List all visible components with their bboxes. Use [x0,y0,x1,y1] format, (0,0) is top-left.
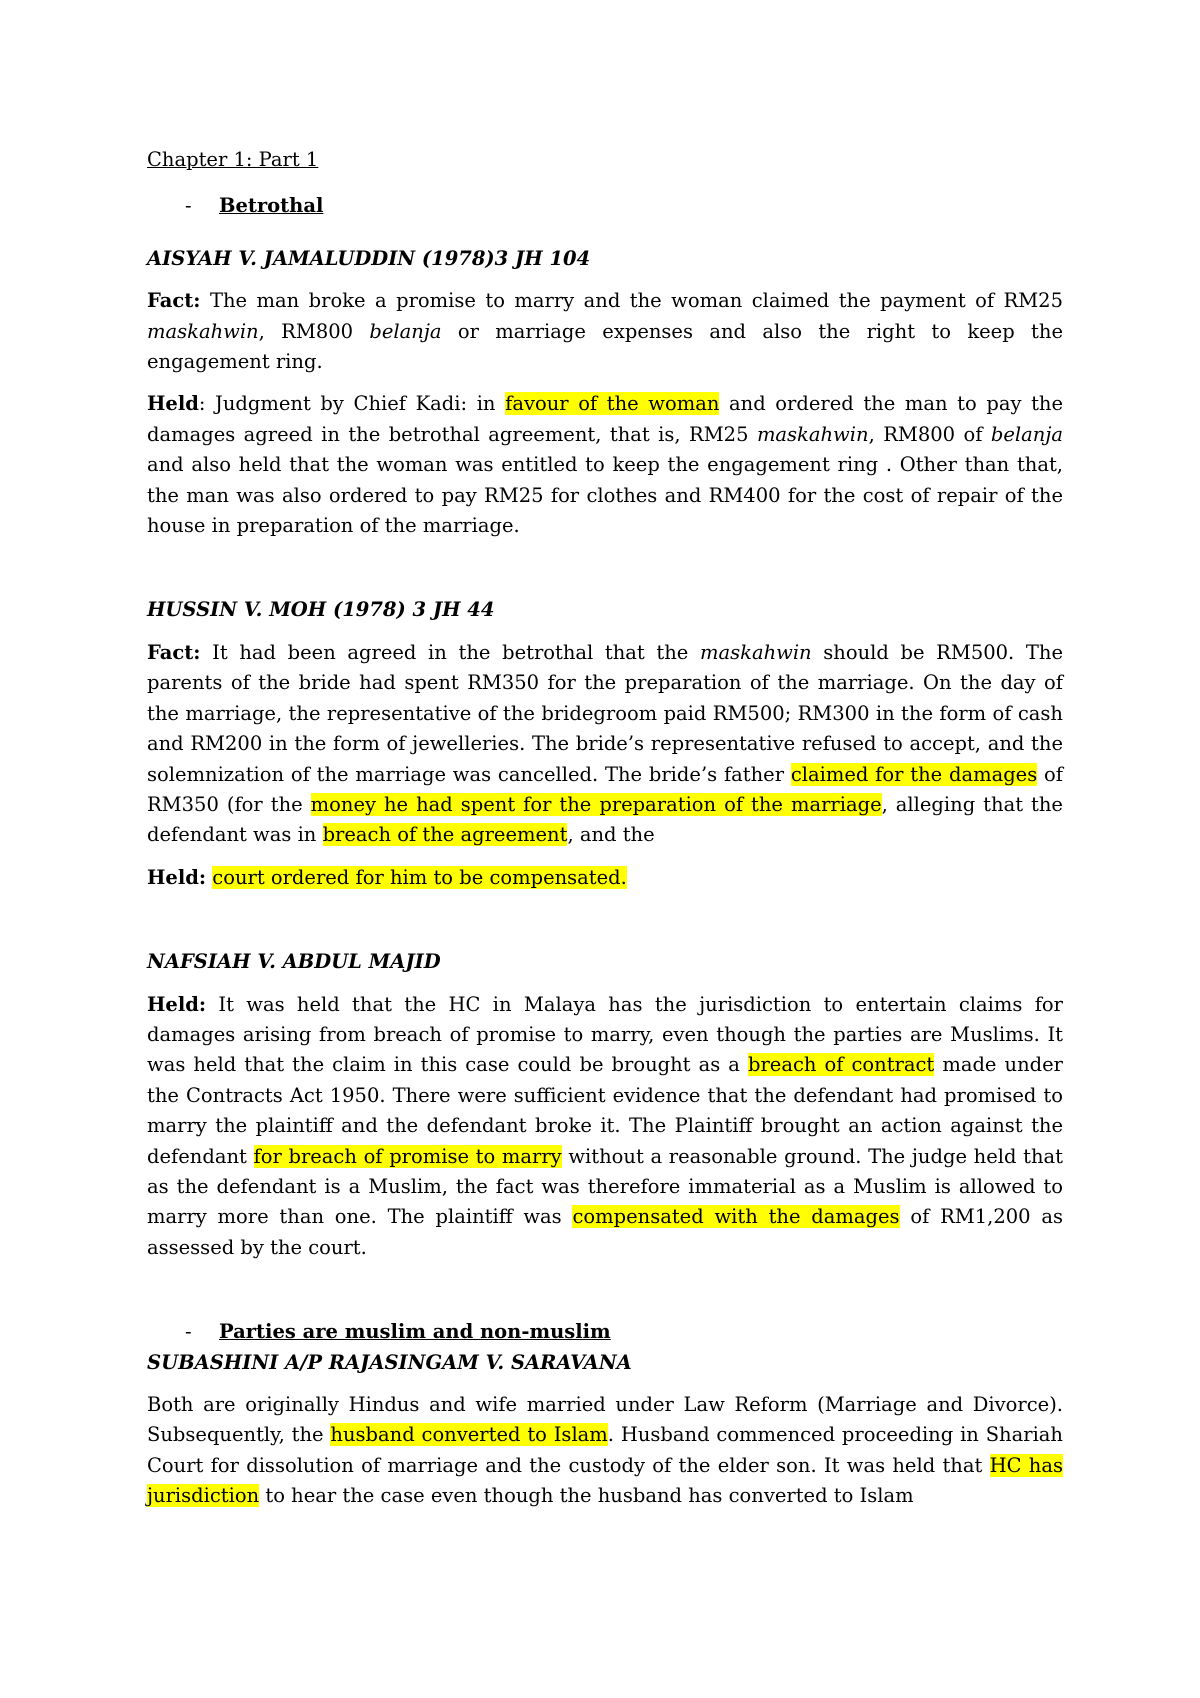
case-held-nafsiah: Held: It was held that the HC in Malaya has the jurisdiction to entertain claims for damages arising from breach of promise to marry, even though the parties are Muslims. It was held that the claim in this case could be brought as a breach of contract made under the Contracts Act 1950. There were sufficient evidence that the defendant had promised to marry the plaintiff and the defendant broke it. The Plaintiff brought an action against the defendant for breach of promise to marry without a reasonable ground. The judge held that as the defendant is a Muslim, the fact was therefore immaterial as a Muslim is allowed to marry more than one. The plaintiff was compensated with the damages of RM1,200 as assessed by the court. [147,992,1063,1259]
held-label: Held: [147,992,207,1016]
case-title-hussin: HUSSIN V. MOH (1978) 3 JH 44 [147,598,495,622]
fact-label: Fact: [147,640,201,664]
highlight: court ordered for him to be compensated. [212,865,627,889]
case-held-hussin [147,863,1063,893]
bullet-dash: - [185,1320,192,1344]
section-heading-muslim-non-muslim [147,1317,1063,1347]
fact-label: Fact: [147,289,201,313]
case-title-nafsiah: NAFSIAH V. ABDUL MAJID [147,950,441,974]
highlight: money he had spent for the preparation of the marriage [310,792,882,816]
case-fact-aisyah: Fact: The man broke a promise to marry and the woman claimed the payment of RM25 maskahwin, RM800 belanja or marriage expenses and also the right to keep the engagement ring. [147,289,1063,374]
highlight: favour of the woman [505,392,720,416]
case-text-subashini: Both are originally Hindus and wife married under Law Reform (Marriage and Divorce). Subsequently, the husband converted to Islam. Husband commenced proceeding in Shariah Court for dissolution of marriage and the custody of the elder son. It was held that HC has jurisdiction to hear the case even though the husband has converted to Islam [147,1393,1063,1508]
case-title-aisyah: AISYAH V. JAMALUDDIN (1978)3 JH 104 [147,246,591,270]
highlight: breach of the agreement [322,823,568,847]
chapter-heading: Chapter 1: Part 1 [147,148,319,171]
highlight: husband converted to Islam [330,1423,608,1447]
case-fact-hussin: Fact: It had been agreed in the betrothal that the maskahwin should be RM500. The parents of the bride had spent RM350 for the preparation of the marriage. On the day of the marriage, the representative of the bridegroom paid RM500; RM300 in the form of cash and RM200 in the form of jewelleries. The bride’s representative refused to accept, and the solemnization of the marriage was cancelled. The bride’s father claimed for the damages of RM350 (for the money he had spent for the preparation of the marriage, alleging that the defendant was in breach of the agreement, and the [147,640,1063,847]
held-label: Held: [147,865,207,889]
highlight: breach of contract [747,1053,935,1077]
section-heading-betrothal [147,191,1063,221]
highlight: claimed for the damages [790,762,1038,786]
case-held-aisyah: Held: Judgment by Chief Kadi: in favour of the woman and ordered the man to pay the damages agreed in the betrothal agreement, that is, RM25 maskahwin, RM800 of belanja and also held that the woman was entitled to keep the engagement ring . Other than that, the man was also ordered to pay RM25 for clothes and RM400 for the cost of repair of the house in preparation of the marriage. [147,392,1064,538]
case-title-subashini: SUBASHINI A/P RAJASINGAM V. SARAVANA [147,1350,632,1374]
section-title: Betrothal [219,194,324,218]
highlight: for breach of promise to marry [253,1144,562,1168]
highlight: compensated with the damages [572,1205,900,1229]
held-label: Held [147,392,199,416]
bullet-dash: - [185,194,192,218]
section-title: Parties are muslim and non-muslim [219,1320,611,1344]
highlight: HC has jurisdiction [147,1453,1063,1508]
